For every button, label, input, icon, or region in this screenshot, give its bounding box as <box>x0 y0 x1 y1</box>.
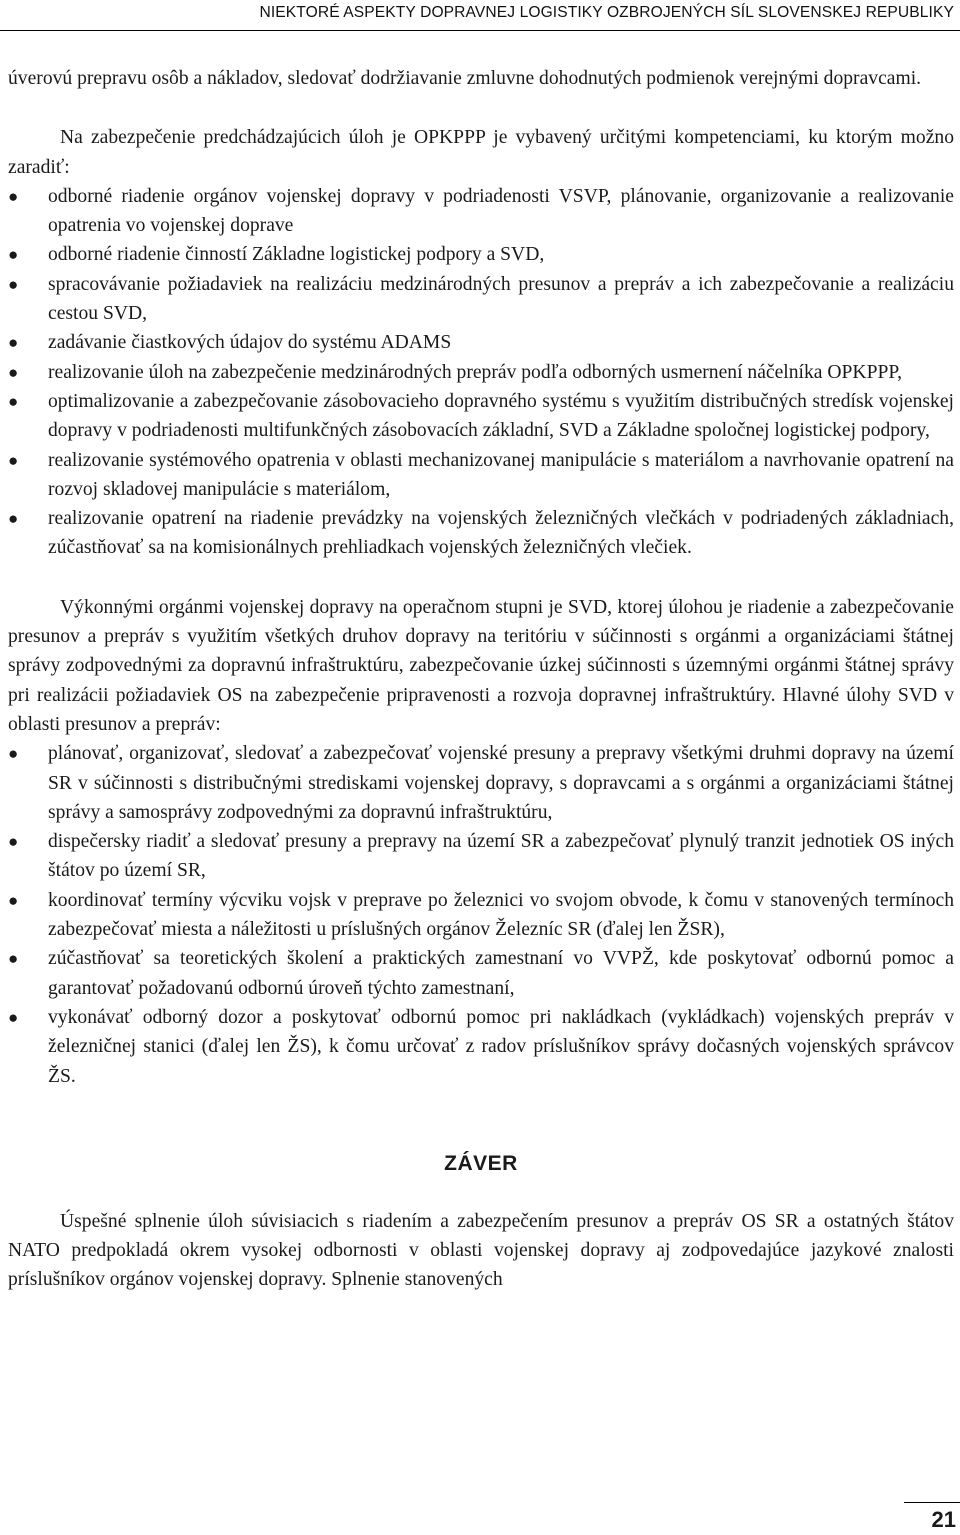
list-item: ● odborné riadenie orgánov vojenskej dopravy v podriadenosti VSVP, plánovanie, organizovanie a realizovanie opatrenia vo vojenskej doprave <box>8 182 954 241</box>
list-item: ● zadávanie čiastkových údajov do systému ADAMS <box>8 328 954 357</box>
page-body <box>8 64 954 1295</box>
bullet-icon: ● <box>8 744 19 764</box>
bullet-icon: ● <box>8 1007 19 1027</box>
section-title: ZÁVER <box>444 1151 518 1175</box>
bullet-icon: ● <box>8 362 19 382</box>
bullet-icon: ● <box>8 245 19 265</box>
bullet-icon: ● <box>8 450 19 470</box>
bullet-icon: ● <box>8 333 19 353</box>
bullet-icon: ● <box>8 832 19 852</box>
bullet-icon: ● <box>8 509 19 529</box>
header-divider <box>0 30 960 31</box>
bullet-icon: ● <box>8 890 19 910</box>
list-item: ● plánovať, organizovať, sledovať a zabezpečovať vojenské presuny a prepravy všetkými druhmi dopravy na území SR v súčinnosti s distribučnými strediskami vojenskej dopravy, s dopravcami a s orgánmi a organizáciami štátnej správy a samosprávy zodpovednými za dopravnú infraštruktúru, <box>8 739 954 827</box>
list-item: ● realizovanie systémového opatrenia v oblasti mechanizovanej manipulácie s materiálom a navrhovanie opatrení na rozvoj skladovej manipulácie s materiálom, <box>8 446 954 505</box>
paragraph-svd: Výkonnými orgánmi vojenskej dopravy na operačnom stupni je SVD, ktorej úlohou je riadenie a zabezpečovanie presunov a prepráv s využitím všetkých druhov dopravy na teritóriu v súčinnosti s orgánmi a organizáciami štátnej správy zodpovednými za dopravnú infraštruktúru, zabezpečovanie úzkej súčinnosti s územnými orgánmi štátnej správy pri realizácii požiadaviek OS na zabezpečenie pripravenosti a rozvoja dopravnej infraštruktúry. Hlavné úlohy SVD v oblasti presunov a prepráv: <box>8 596 954 735</box>
paragraph-conclusion: Úspešné splnenie úloh súvisiacich s riadením a zabezpečením presunov a prepráv OS SR a ostatných štátov NATO predpokladá okrem vysokej odbornosti v oblasti vojenskej dopravy aj zodpovedajúce jazykové znalosti príslušníkov orgánov vojenskej dopravy. Splnenie stanovených <box>8 1210 954 1291</box>
list-item: ● zúčastňovať sa teoretických školení a praktických zamestnaní vo VVPŽ, kde poskytovať odbornú pomoc a garantovať požadovanú odbornú úroveň týchto zamestnaní, <box>8 944 954 1003</box>
paragraph-continued: úverovú prepravu osôb a nákladov, sledovať dodržiavanie zmluvne dohodnutých podmienok verejnými dopravcami. <box>8 68 922 89</box>
opkppp-competence-list <box>8 182 954 563</box>
list-item: ● koordinovať termíny výcviku vojsk v preprave po železnici vo svojom obvode, k čomu v stanovených termínoch zabezpečovať miesta a náležitosti u príslušných orgánov Železníc SR (ďalej len ŽSR), <box>8 886 954 945</box>
page-number: 21 <box>931 1507 956 1532</box>
running-header: NIEKTORÉ ASPEKTY DOPRAVNEJ LOGISTIKY OZBROJENÝCH SÍL SLOVENSKEJ REPUBLIKY <box>259 4 954 21</box>
list-item: ● dispečersky riadiť a sledovať presuny a prepravy na území SR a zabezpečovať plynulý tranzit jednotiek OS iných štátov po území SR, <box>8 827 954 886</box>
bullet-icon: ● <box>8 949 19 969</box>
list-item: ● odborné riadenie činností Základne logistickej podpory a SVD, <box>8 240 954 269</box>
list-item: ● realizovanie úloh na zabezpečenie medzinárodných prepráv podľa odborných usmernení náčelníka OPKPPP, <box>8 358 954 387</box>
bullet-icon: ● <box>8 274 19 294</box>
paragraph-opkppp-intro: Na zabezpečenie predchádzajúcich úloh je OPKPPP je vybavený určitými kompetenciami, ku ktorým možno zaradiť: <box>8 127 954 178</box>
page-number-rule <box>904 1502 960 1503</box>
bullet-icon: ● <box>8 391 19 411</box>
svd-tasks-list <box>8 739 954 1091</box>
bullet-icon: ● <box>8 186 19 206</box>
list-item: ● vykonávať odborný dozor a poskytovať odbornú pomoc pri nakládkach (vykládkach) vojenských prepráv v železničnej stanici (ďalej len ŽS), k čomu určovať z radov príslušníkov správy dočasných vojenských správcov ŽS. <box>8 1003 954 1091</box>
list-item: ● realizovanie opatrení na riadenie prevádzky na vojenských železničných vlečkách v podriadených základniach, zúčastňovať sa na komisionálnych prehliadkach vojenských železničných vlečiek. <box>8 504 954 563</box>
list-item: ● optimalizovanie a zabezpečovanie zásobovacieho dopravného systému s využitím distribučných stredísk vojenskej dopravy v podriadenosti multifunkčných zásobovacích základní, SVD a Základne spoločnej logistickej podpory, <box>8 387 954 446</box>
list-item: ● spracovávanie požiadaviek na realizáciu medzinárodných presunov a prepráv a ich zabezpečovanie a realizáciu cestou SVD, <box>8 270 954 329</box>
